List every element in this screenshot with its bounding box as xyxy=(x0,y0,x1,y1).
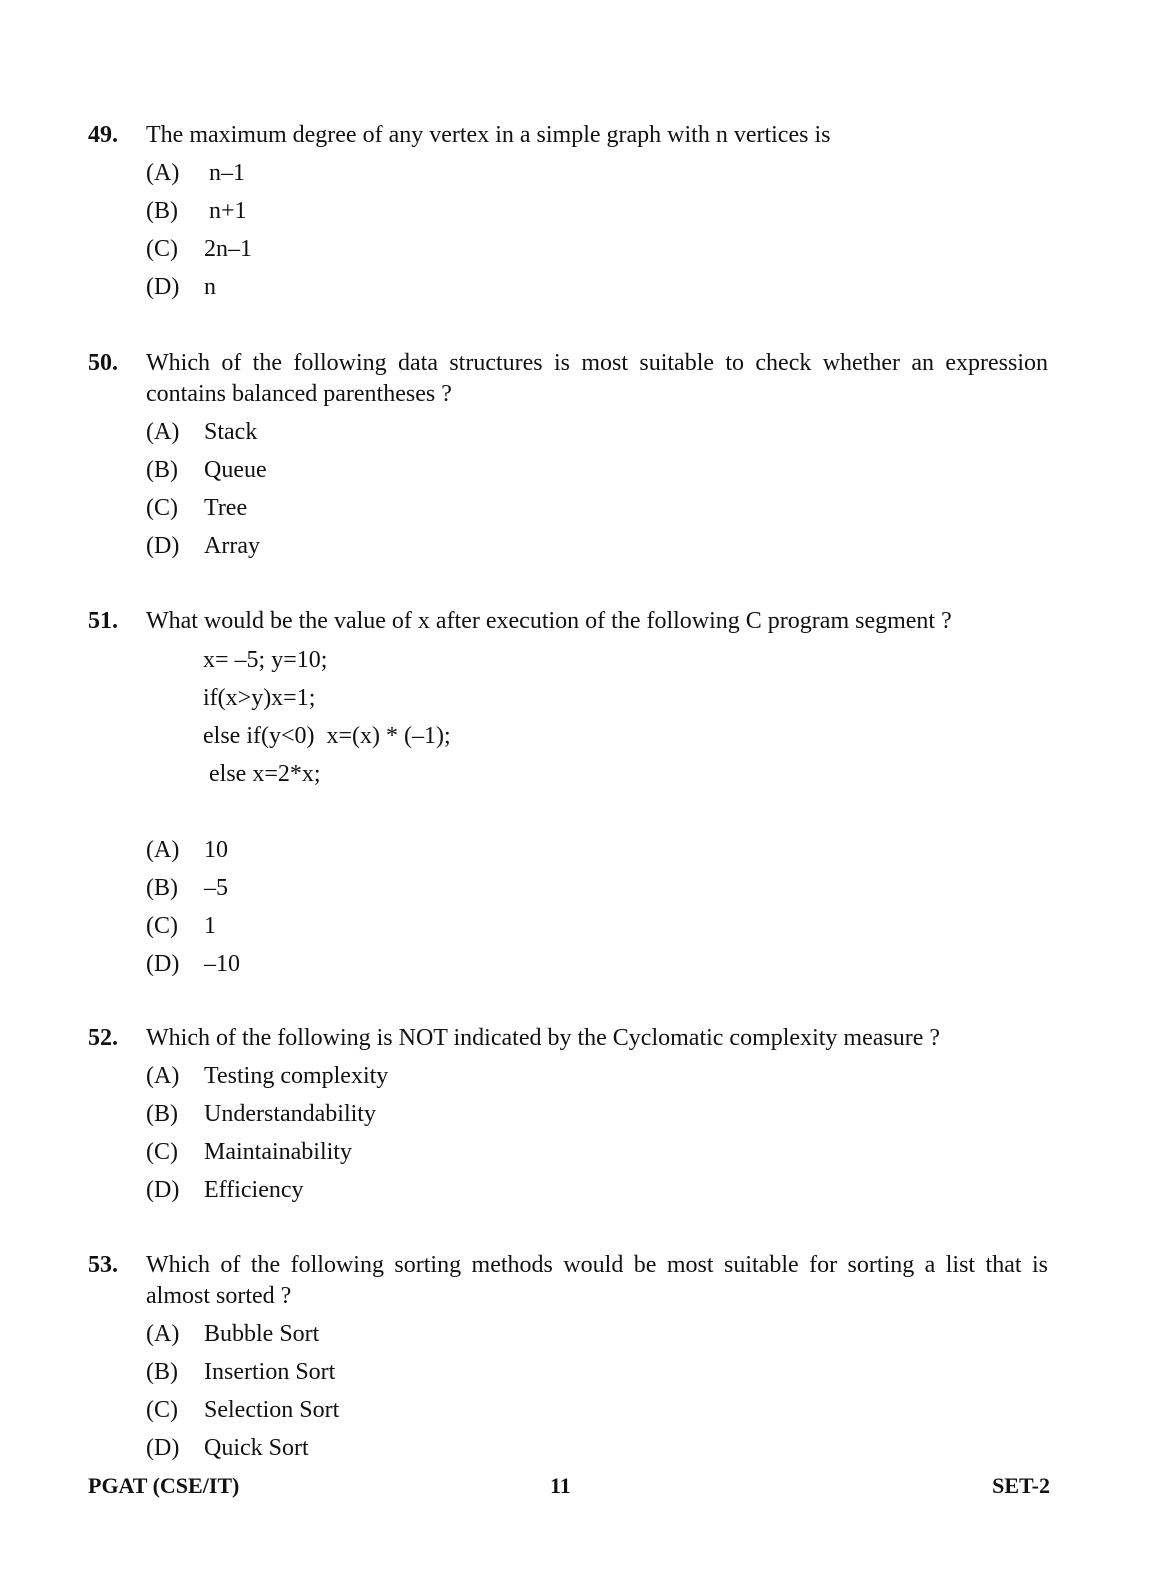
option-text: n–1 xyxy=(209,160,245,186)
question-text: Which of the following data structures is most suitable to check whether an expression contains balanced parentheses ? xyxy=(146,350,1048,407)
option-b xyxy=(146,1357,1048,1395)
question-text: The maximum degree of any vertex in a simple graph with n vertices is xyxy=(146,122,831,148)
question-50 xyxy=(88,348,1048,569)
code-line: else if(y<0) x=(x) * (–1); xyxy=(203,723,451,749)
option-text: Understandability xyxy=(204,1101,376,1127)
option-c xyxy=(146,911,1048,949)
option-text: Quick Sort xyxy=(204,1435,309,1461)
option-letter: (D) xyxy=(146,533,180,559)
option-text: Efficiency xyxy=(204,1177,304,1203)
option-c xyxy=(146,1137,1048,1175)
question-53 xyxy=(88,1250,1048,1471)
option-letter: (A) xyxy=(146,419,180,445)
option-letter: (D) xyxy=(146,951,180,977)
option-letter: (B) xyxy=(146,457,178,483)
option-d xyxy=(146,1433,1048,1471)
option-b xyxy=(146,196,1048,234)
question-number: 49. xyxy=(88,122,118,148)
option-a xyxy=(146,1319,1048,1357)
option-text: Tree xyxy=(204,495,248,521)
options-list xyxy=(146,417,1048,569)
option-b xyxy=(146,873,1048,911)
option-d xyxy=(146,531,1048,569)
question-number: 53. xyxy=(88,1252,118,1278)
option-text: Bubble Sort xyxy=(204,1321,320,1347)
option-b xyxy=(146,455,1048,493)
question-number: 51. xyxy=(88,608,118,634)
option-c xyxy=(146,1395,1048,1433)
code-line: x= –5; y=10; xyxy=(203,647,328,673)
option-text: –10 xyxy=(204,951,240,977)
question-text: Which of the following is NOT indicated by the Cyclomatic complexity measure ? xyxy=(146,1025,941,1051)
option-text: Selection Sort xyxy=(204,1397,340,1423)
option-text: 10 xyxy=(204,837,228,863)
option-text: Stack xyxy=(204,419,258,445)
option-letter: (D) xyxy=(146,1177,180,1203)
option-text: Testing complexity xyxy=(204,1063,389,1089)
option-a xyxy=(146,417,1048,455)
option-d xyxy=(146,272,1048,310)
question-number: 50. xyxy=(88,350,118,376)
question-49 xyxy=(88,120,1048,310)
question-text: What would be the value of x after execution of the following C program segment ? xyxy=(146,608,952,634)
option-letter: (D) xyxy=(146,274,180,300)
option-text: Insertion Sort xyxy=(204,1359,336,1385)
option-letter: (B) xyxy=(146,198,178,224)
option-text: –5 xyxy=(204,875,228,901)
option-letter: (C) xyxy=(146,236,178,262)
option-text: Queue xyxy=(204,457,267,483)
option-b xyxy=(146,1099,1048,1137)
options-list xyxy=(146,1319,1048,1471)
option-a xyxy=(146,158,1048,196)
option-text: 1 xyxy=(204,913,216,939)
option-text: n xyxy=(204,274,216,300)
option-letter: (B) xyxy=(146,1359,178,1385)
option-letter: (B) xyxy=(146,875,178,901)
code-block xyxy=(203,645,1048,797)
footer-set-number: SET-2 xyxy=(992,1473,1050,1498)
question-text: Which of the following sorting methods would be most suitable for sorting a list that is almost sorted ? xyxy=(146,1252,1048,1309)
option-text: Array xyxy=(204,533,260,559)
option-text: Maintainability xyxy=(204,1139,352,1165)
option-d xyxy=(146,949,1048,987)
option-c xyxy=(146,234,1048,272)
option-a xyxy=(146,835,1048,873)
options-list xyxy=(146,158,1048,310)
question-51 xyxy=(88,606,1048,987)
footer-page-number: 11 xyxy=(550,1473,571,1498)
option-text: n+1 xyxy=(209,198,247,224)
option-letter: (A) xyxy=(146,837,180,863)
option-a xyxy=(146,1061,1048,1099)
question-52 xyxy=(88,1023,1048,1213)
option-c xyxy=(146,493,1048,531)
option-letter: (A) xyxy=(146,1321,180,1347)
option-letter: (C) xyxy=(146,913,178,939)
options-list xyxy=(146,1061,1048,1213)
option-letter: (A) xyxy=(146,160,180,186)
option-letter: (D) xyxy=(146,1435,180,1461)
option-letter: (A) xyxy=(146,1063,180,1089)
question-number: 52. xyxy=(88,1025,118,1051)
option-letter: (C) xyxy=(146,1397,178,1423)
option-text: 2n–1 xyxy=(204,236,252,262)
options-list xyxy=(146,835,1048,987)
option-letter: (C) xyxy=(146,495,178,521)
option-letter: (C) xyxy=(146,1139,178,1165)
option-letter: (B) xyxy=(146,1101,178,1127)
option-d xyxy=(146,1175,1048,1213)
footer-exam-code: PGAT (CSE/IT) xyxy=(88,1473,240,1498)
code-line: if(x>y)x=1; xyxy=(203,685,316,711)
code-line: else x=2*x; xyxy=(203,761,321,787)
